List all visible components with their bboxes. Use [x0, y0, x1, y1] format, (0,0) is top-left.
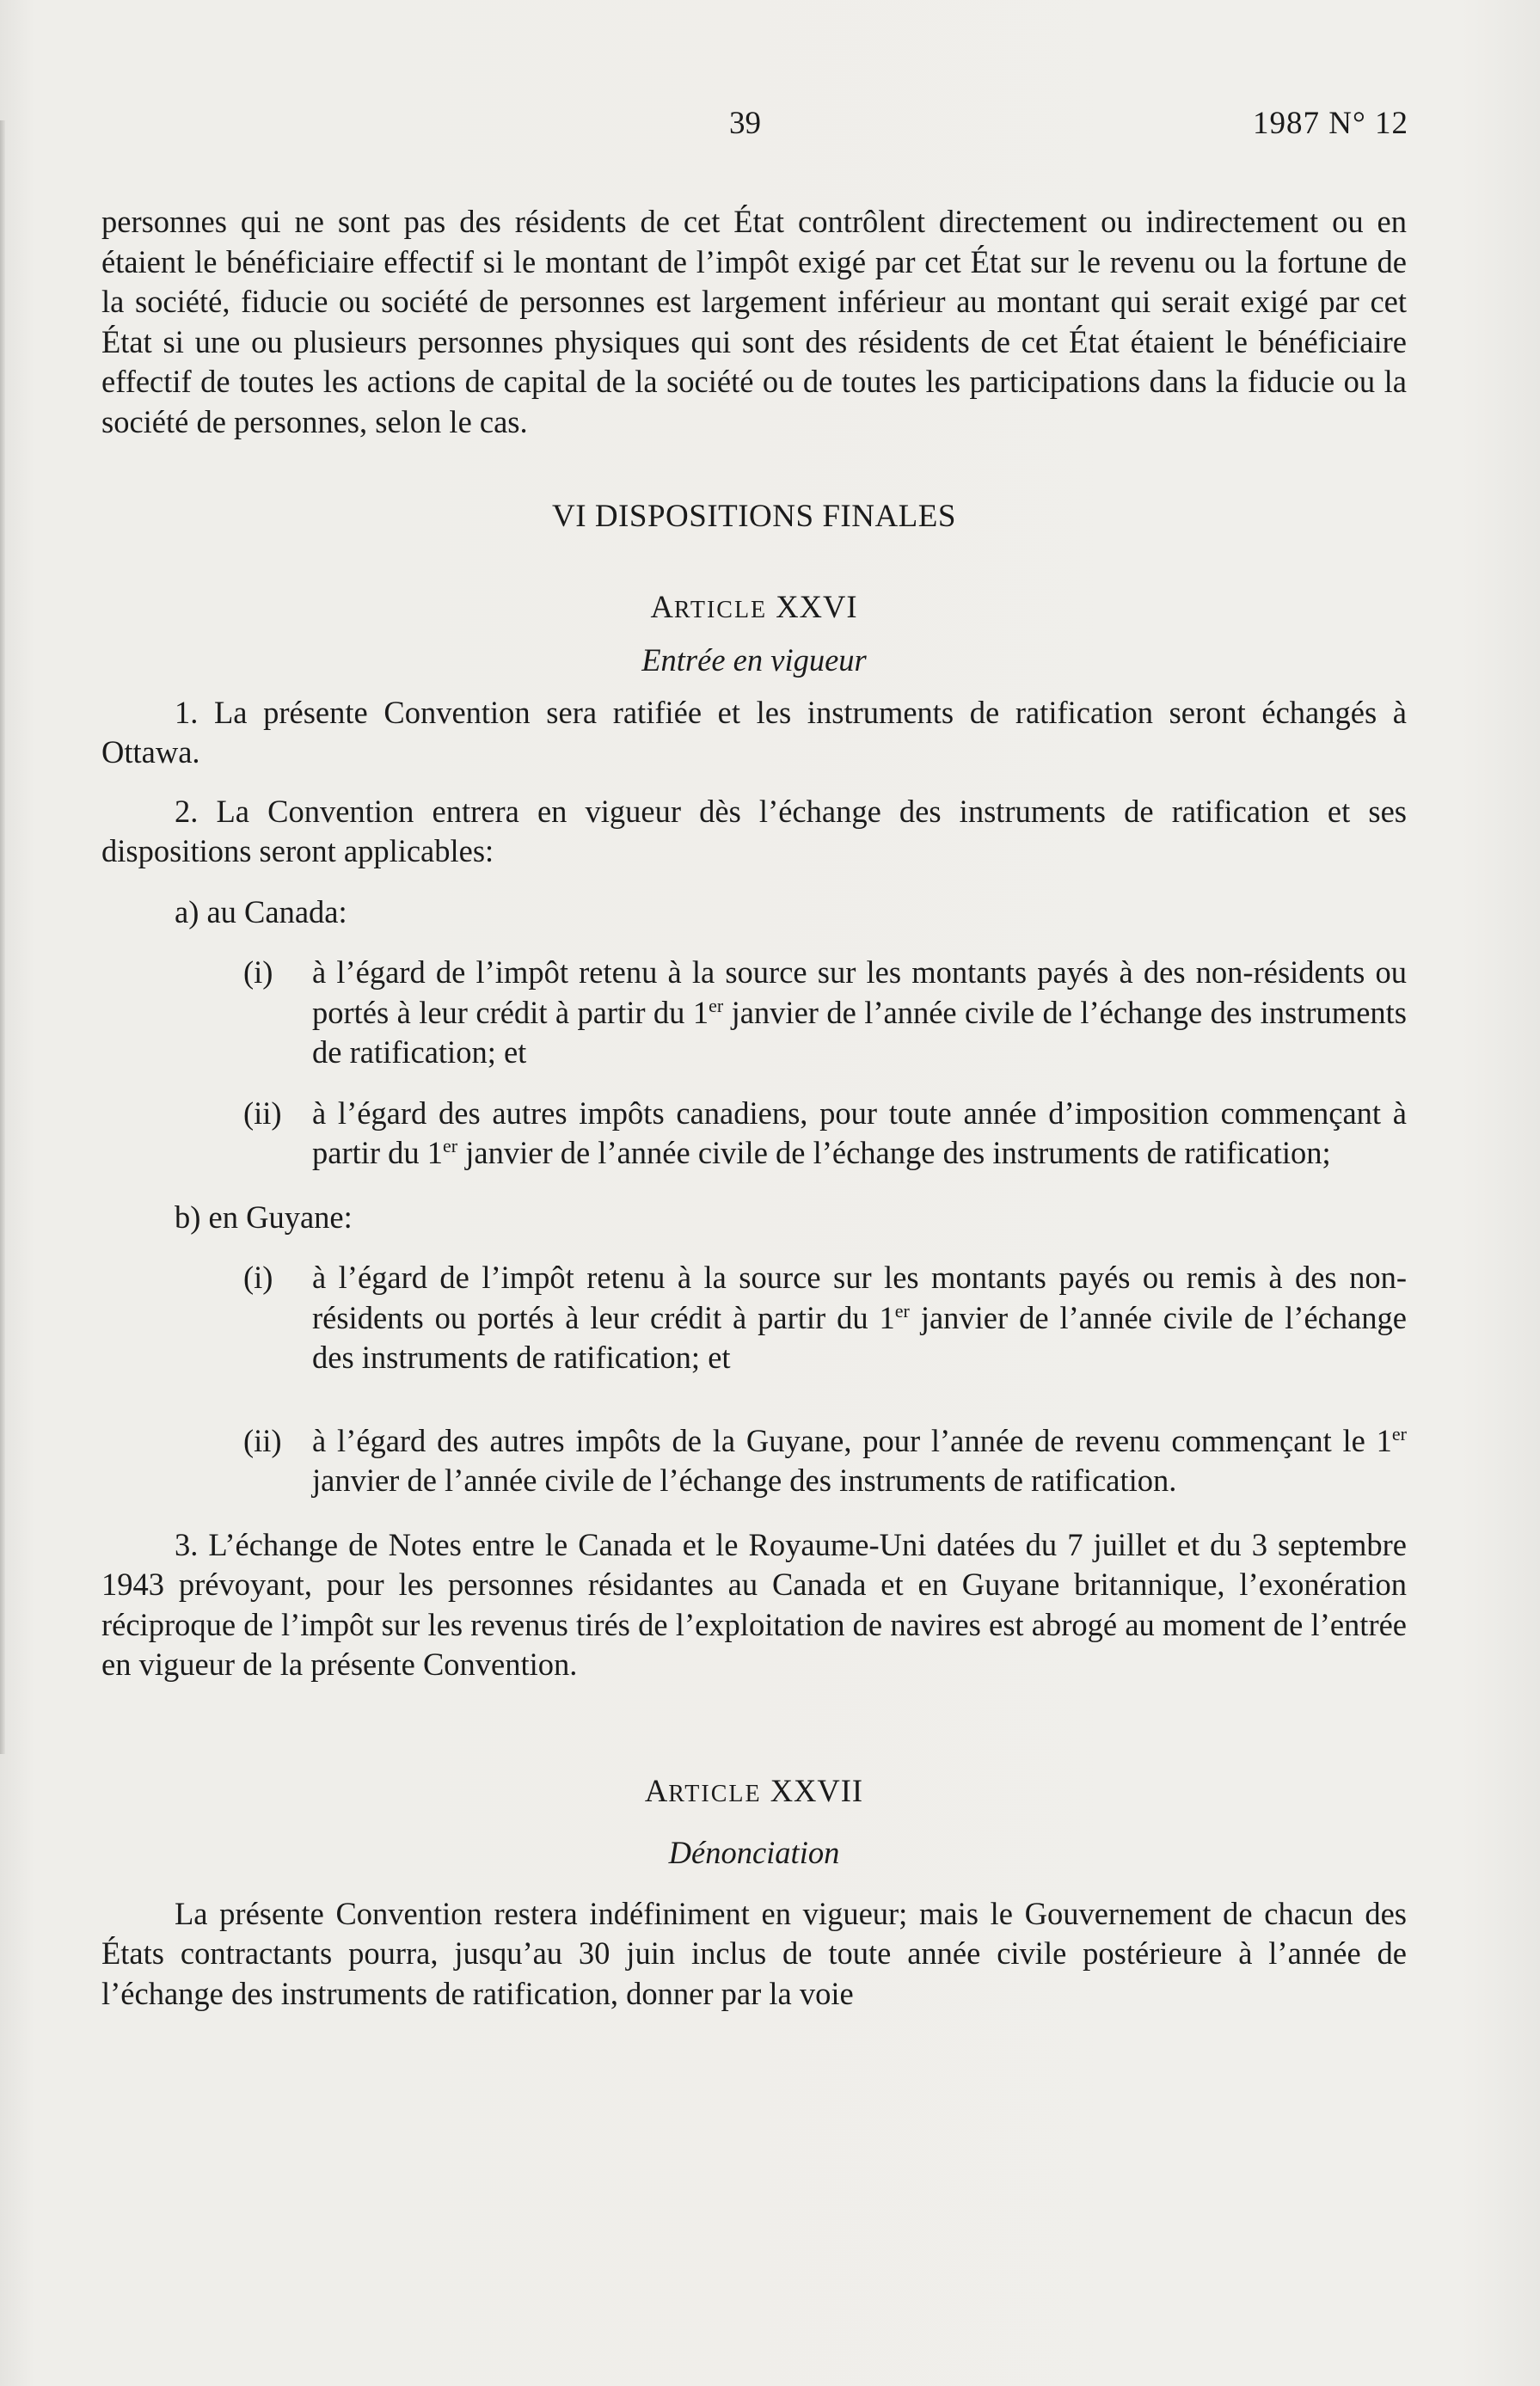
item-a-ii-text — [312, 1094, 1407, 1174]
article-26-paragraph-2: 2. La Convention entrera en vigueur dès l’échange des instruments de ratification et ses dispositions seront applicables: — [101, 793, 1407, 868]
item-b-ii-text-end: janvier de l’année civile de l’échange des instruments de ratification. — [312, 1463, 1177, 1498]
item-b-i-text — [312, 1258, 1407, 1378]
article-26-number: XXVI — [776, 588, 858, 624]
item-a-ii — [101, 1094, 1407, 1174]
item-a-ii-superscript: er — [443, 1135, 458, 1156]
article-26-heading — [101, 587, 1407, 631]
item-b-i-text-end: janvier de l’année civile de l’échange des instruments de ratification; et — [312, 1299, 1407, 1375]
chapter-heading: VI DISPOSITIONS FINALES — [552, 499, 956, 534]
continuation-paragraph: personnes qui ne sont pas des résidents de cet État contrôlent directement ou indirectement ou en étaient le bénéficiaire effectif si le montant de l’impôt exigé par cet État sur le revenu ou la fortune de la société, fiducie ou société de personnes est largement inférieur au montant qui serait exigé par cet État si une ou plusieurs personnes physiques qui sont des résidents de cet État étaient le bénéficiaire effectif de toutes les actions de capital de la société ou de toutes les participations dans la fiducie ou la société de personnes, selon le cas. — [101, 204, 1407, 439]
article-27-paragraph-1: La présente Convention restera indéfiniment en vigueur; mais le Gouvernement de chacun des États contractants pourra, jusqu’au 30 juin inclus de toute année civile postérieure à l’année de l’échange des instruments de ratification, donner par la voie — [101, 1895, 1407, 2011]
item-b-i-text-start: à l’égard de l’impôt retenu à la source sur les montants payés ou remis à des non-résidents ou portés à leur crédit à partir du 1 — [312, 1260, 1407, 1335]
article-26-label-smallcaps: RTICLE — [673, 596, 768, 623]
item-a-i-text-end: janvier de l’année civile de l’échange des instruments de ratification; et — [312, 994, 1407, 1070]
item-b-ii — [101, 1421, 1407, 1501]
article-26-label-initial: A — [650, 588, 674, 624]
item-a-canada: a) au Canada: — [175, 893, 347, 929]
item-b-i-number: (i) — [243, 1260, 273, 1295]
item-a-ii-text-end: janvier de l’année civile de l’échange des instruments de ratification; — [457, 1135, 1331, 1170]
item-a-i-superscript: er — [709, 994, 724, 1016]
item-b-i-superscript: er — [894, 1299, 910, 1322]
item-b-ii-text — [312, 1421, 1407, 1501]
article-26-paragraph-1: 1. La présente Convention sera ratifiée et les instruments de ratification seront échangés à Ottawa. — [101, 694, 1407, 770]
item-b-i — [101, 1258, 1407, 1378]
article-27-label-initial: A — [644, 1772, 669, 1808]
article-26-paragraph-3: 3. L’échange de Notes entre le Canada et le Royaume-Uni datées du 7 juillet et du 3 septembre 1943 prévoyant, pour les personnes résidantes au Canada et en Guyane britannique, l’exonération réciproque de l’impôt sur les revenus tirés de l’exploitation de navires est abrogé au moment de l’entrée en vigueur de la présente Convention. — [101, 1526, 1407, 1682]
item-a-ii-text-start: à l’égard des autres impôts canadiens, pour toute année d’imposition commençant à partir du 1 — [312, 1095, 1407, 1170]
item-a-i-text-start: à l’égard de l’impôt retenu à la source sur les montants payés à des non-résidents ou portés à leur crédit à partir du 1 — [312, 954, 1407, 1030]
item-a-ii-number: (ii) — [243, 1095, 282, 1131]
article-27-label-smallcaps: RTICLE — [668, 1780, 762, 1807]
binding-shadow — [0, 120, 5, 1754]
item-a-i-text — [312, 953, 1407, 1073]
article-26-title: Entrée en vigueur — [641, 642, 867, 678]
item-a-i — [101, 953, 1407, 1073]
article-27-number: XXVII — [770, 1772, 864, 1808]
item-b-guyane: b) en Guyane: — [175, 1199, 353, 1235]
item-b-ii-superscript: er — [1391, 1422, 1407, 1444]
journal-reference: 1987 N° 12 — [1252, 106, 1408, 141]
item-a-i-number: (i) — [243, 954, 273, 990]
item-b-ii-number: (ii) — [243, 1422, 282, 1458]
page-header — [101, 105, 1408, 148]
document-body — [101, 202, 1407, 2014]
article-27-title: Dénonciation — [668, 1835, 840, 1870]
item-b-ii-text-start: à l’égard des autres impôts de la Guyane, pour l’année de revenu commençant le 1 — [312, 1422, 1392, 1458]
article-27-heading — [101, 1771, 1407, 1815]
page-number: 39 — [729, 106, 761, 141]
